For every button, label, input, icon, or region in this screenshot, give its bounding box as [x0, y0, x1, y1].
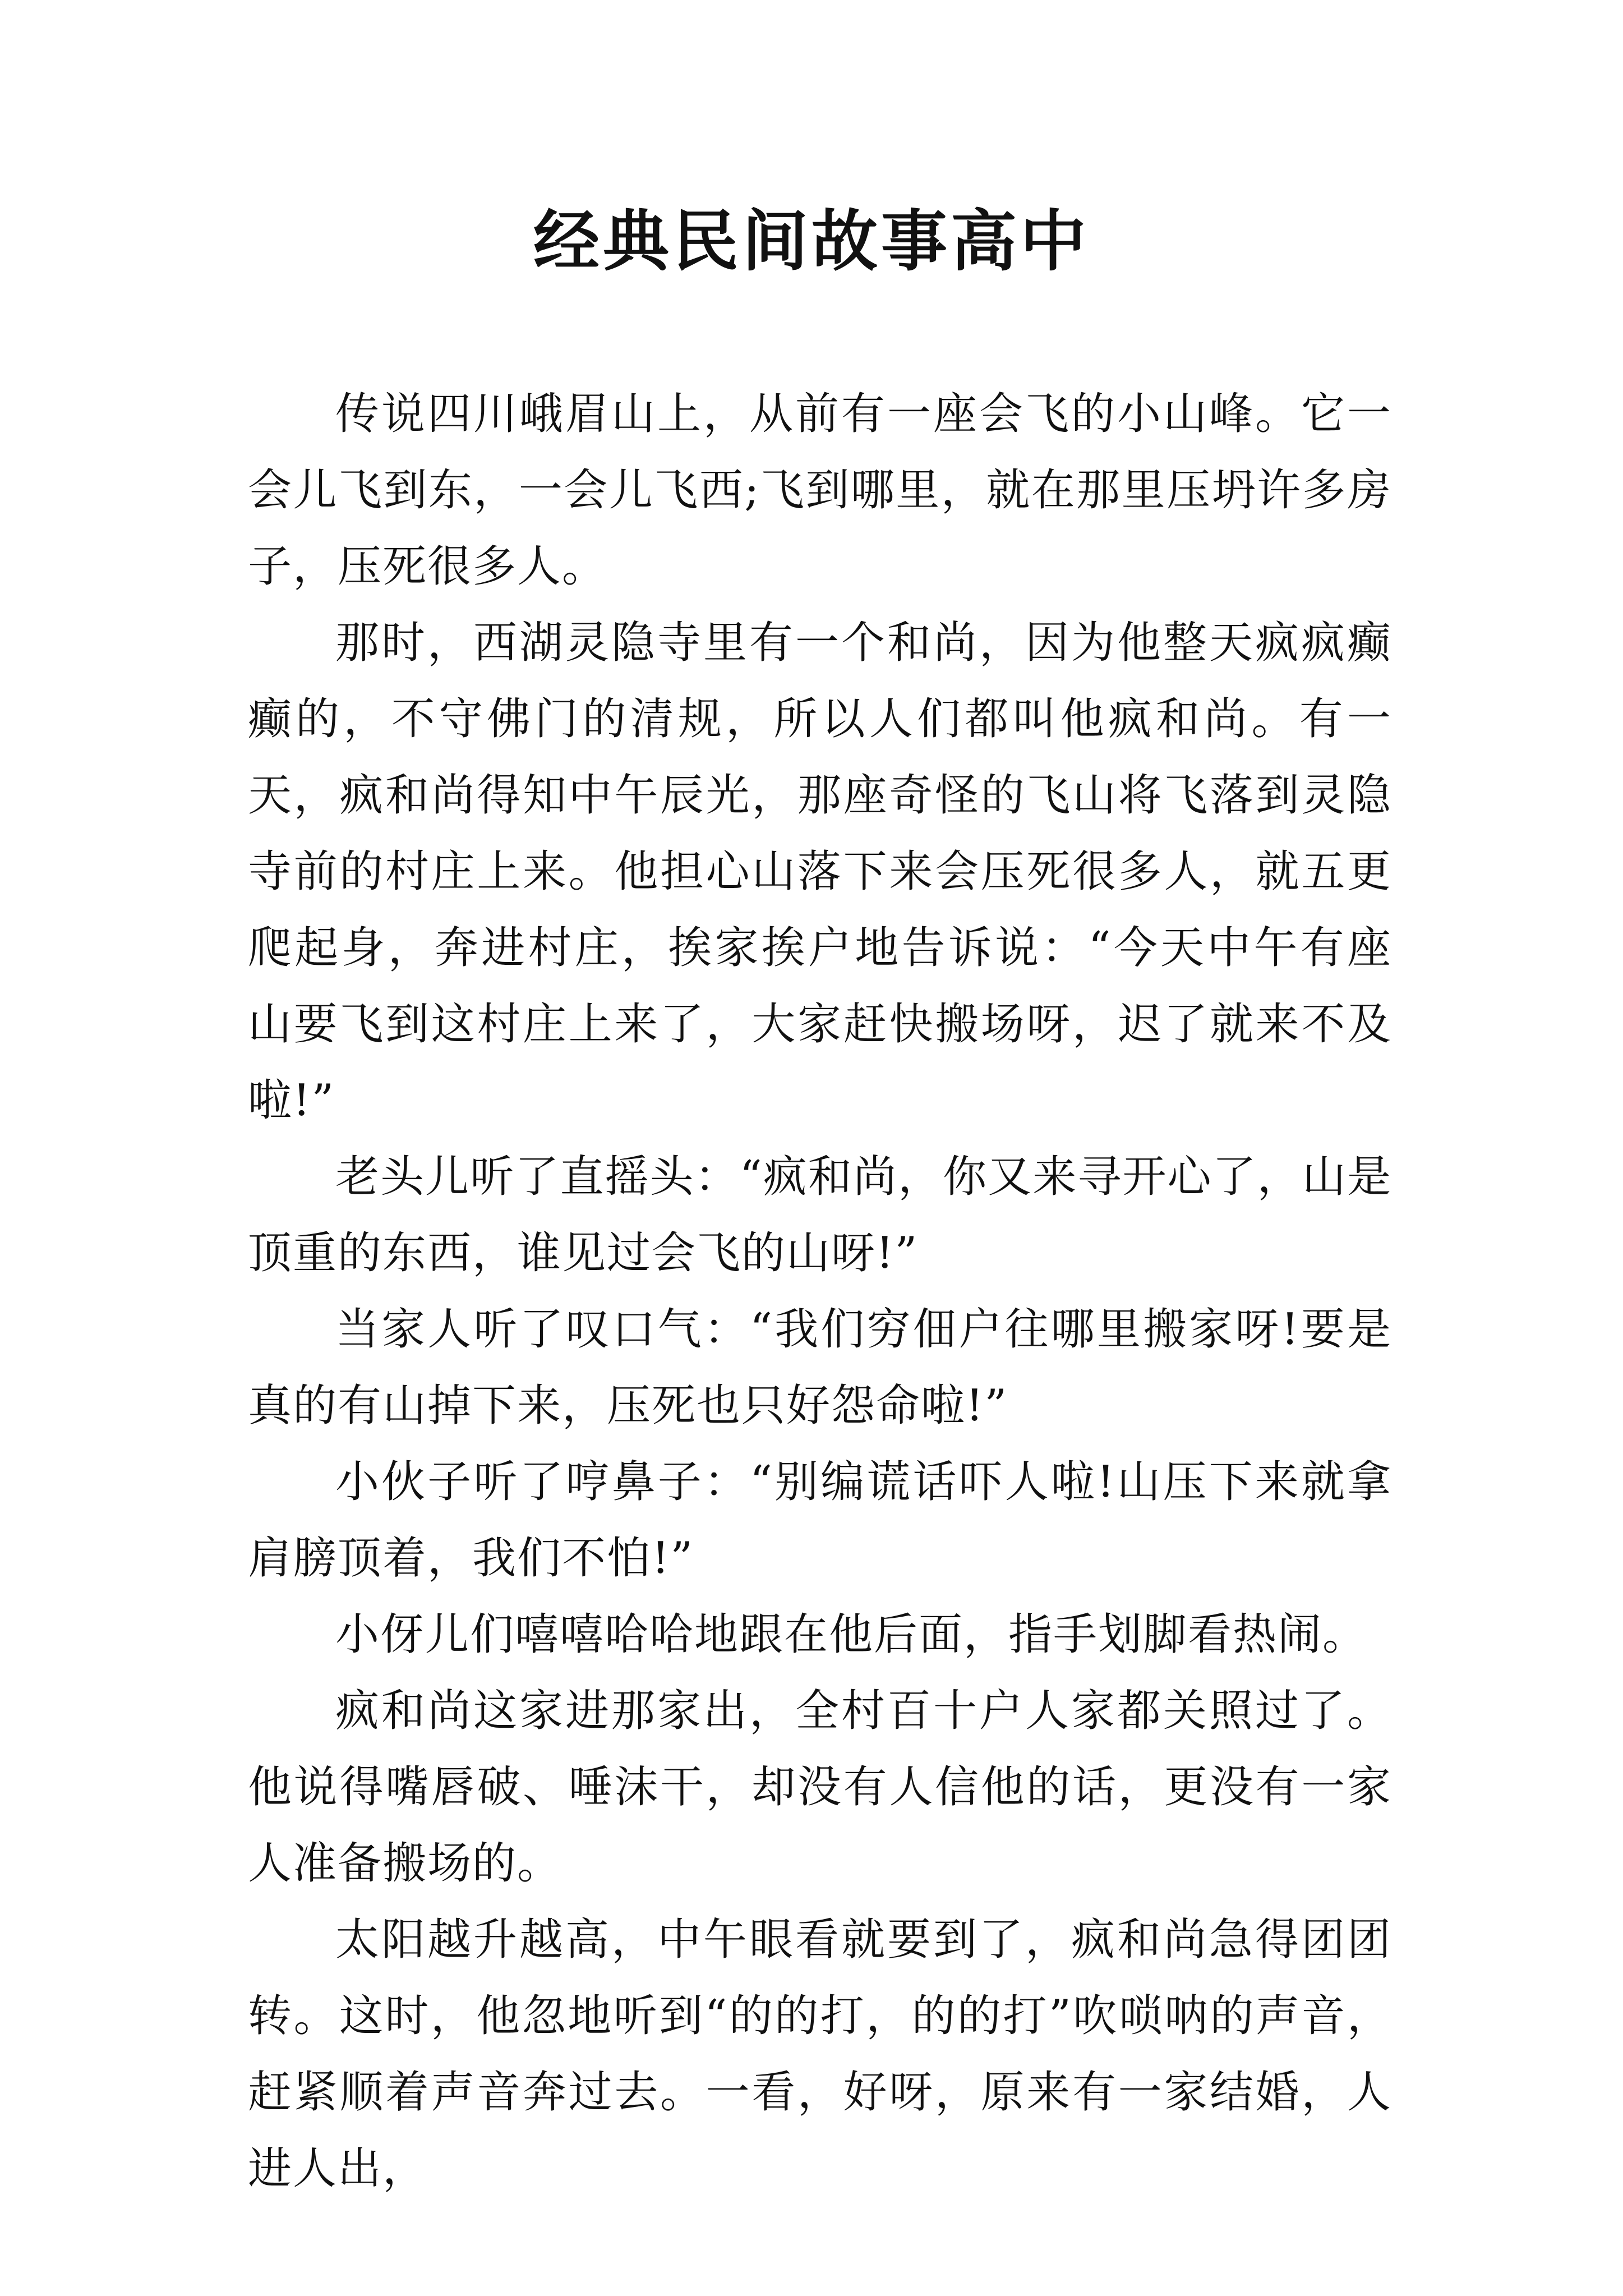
paragraph: 小伢儿们嘻嘻哈哈地跟在他后面，指手划脚看热闹。	[335, 1609, 1368, 1660]
document-title: 经典民间故事高中	[533, 202, 1090, 280]
paragraph: 小伙子听了哼鼻子：“别编谎话吓人啦!山压下来就拿肩膀顶着，我们不怕!”	[248, 1457, 1392, 1584]
paragraph: 疯和尚这家进那家出，全村百十户人家都关照过了。他说得嘴唇破、唾沫干，却没有人信他的话，更没有一家人准备搬场的。	[248, 1686, 1392, 1889]
document-body	[248, 376, 1392, 2207]
paragraph: 那时，西湖灵隐寺里有一个和尚，因为他整天疯疯癫癫的，不守佛门的清规，所以人们都叫他疯和尚。有一天，疯和尚得知中午辰光，那座奇怪的飞山将飞落到灵隐寺前的村庄上来。他担心山落下来会压死很多人，就五更爬起身，奔进村庄，挨家挨户地告诉说：“今天中午有座山要飞到这村庄上来了，大家赶快搬场呀，迟了就来不及啦!”	[248, 618, 1392, 1126]
paragraph: 太阳越升越高，中午眼看就要到了，疯和尚急得团团转。这时，他忽地听到“的的打，的的打”吹唢呐的声音，赶紧顺着声音奔过去。一看，好呀，原来有一家结婚，人进人出，	[248, 1915, 1392, 2194]
paragraph: 传说四川峨眉山上，从前有一座会飞的小山峰。它一会儿飞到东，一会儿飞西;飞到哪里，就在那里压坍许多房子，压死很多人。	[248, 389, 1392, 592]
paragraph: 老头儿听了直摇头：“疯和尚，你又来寻开心了，山是顶重的东西，谁见过会飞的山呀!”	[248, 1152, 1392, 1278]
paragraph: 当家人听了叹口气：“我们穷佃户往哪里搬家呀!要是真的有山掉下来，压死也只好怨命啦!”	[248, 1304, 1392, 1431]
